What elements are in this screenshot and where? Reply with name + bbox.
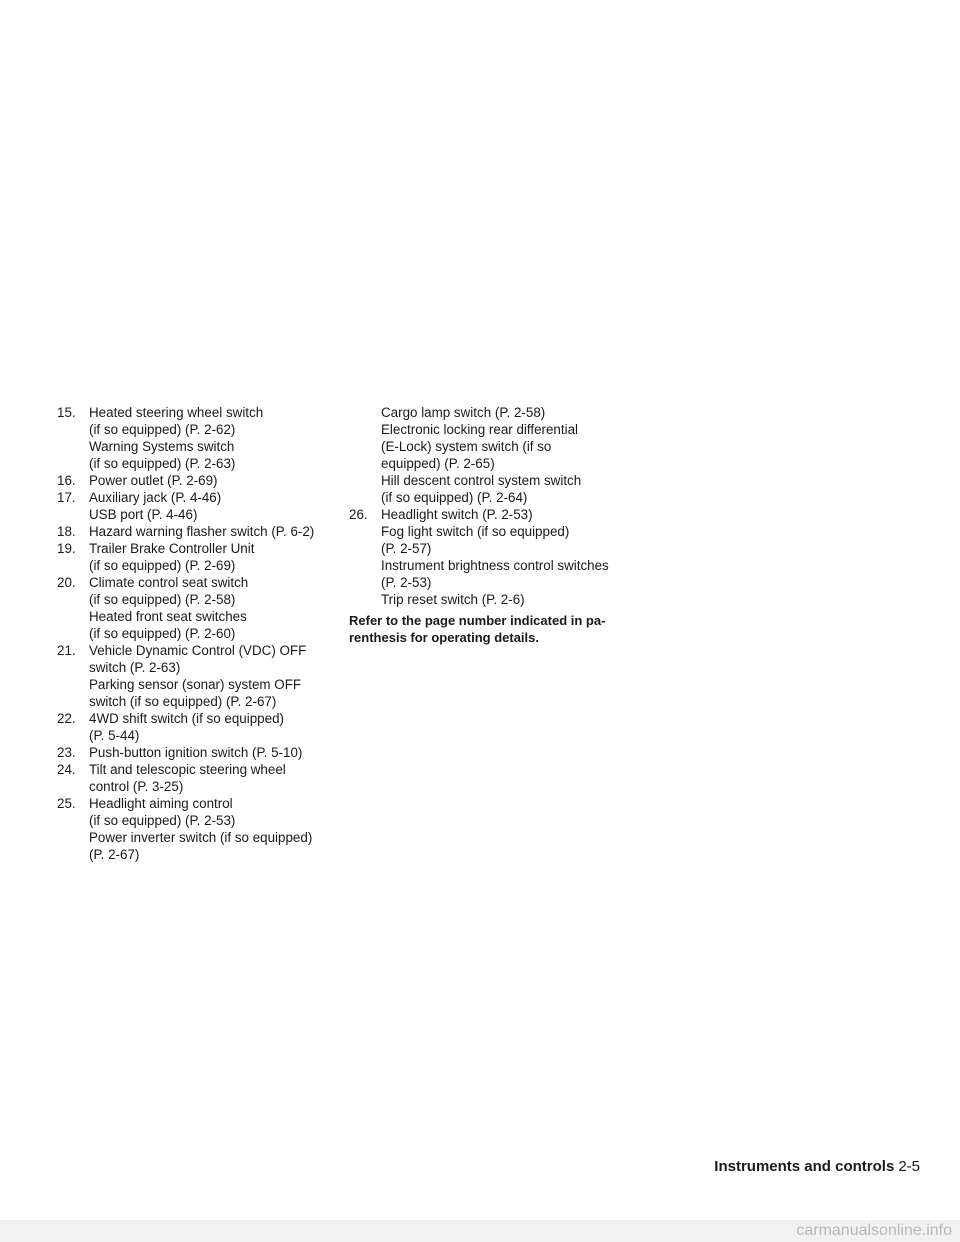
list-item xyxy=(57,404,337,472)
watermark: carmanualsonline.info xyxy=(0,1220,960,1242)
item-line: (if so equipped) (P. 2-58) xyxy=(89,592,236,607)
item-number: 16. xyxy=(57,473,76,488)
item-line: (if so equipped) (P. 2-63) xyxy=(89,456,236,471)
list-item xyxy=(57,710,337,744)
list-item xyxy=(57,489,337,523)
item-number: 22. xyxy=(57,711,76,726)
item-line: USB port (P. 4-46) xyxy=(89,507,198,522)
item-line: Warning Systems switch xyxy=(89,439,235,454)
item-number: 17. xyxy=(57,490,76,505)
item-line: control (P. 3-25) xyxy=(89,779,184,794)
list-item xyxy=(57,761,337,795)
item-line: (P. 2-57) xyxy=(381,541,432,556)
item-line: Vehicle Dynamic Control (VDC) OFF xyxy=(89,643,307,658)
item-line: Fog light switch (if so equipped) xyxy=(381,524,570,539)
item-line: Power outlet (P. 2-69) xyxy=(89,473,218,488)
item-line: Trailer Brake Controller Unit xyxy=(89,541,255,556)
item-number: 18. xyxy=(57,524,76,539)
item-line: equipped) (P. 2-65) xyxy=(381,456,495,471)
item-number: 19. xyxy=(57,541,76,556)
item-line: (if so equipped) (P. 2-69) xyxy=(89,558,236,573)
item-line: Auxiliary jack (P. 4-46) xyxy=(89,490,222,505)
right-column xyxy=(349,404,639,646)
item-line: Power inverter switch (if so equipped) xyxy=(89,830,313,845)
item-line: Hill descent control system switch xyxy=(381,473,582,488)
item-line: (if so equipped) (P. 2-62) xyxy=(89,422,236,437)
operating-note xyxy=(349,612,639,646)
item-number: 24. xyxy=(57,762,76,777)
item-line: switch (P. 2-63) xyxy=(89,660,181,675)
item-line: Trip reset switch (P. 2-6) xyxy=(381,592,525,607)
item-line: (if so equipped) (P. 2-64) xyxy=(381,490,528,505)
note-line: Refer to the page number indicated in pa- xyxy=(349,613,606,628)
list-item xyxy=(57,642,337,710)
list-item xyxy=(57,540,337,574)
item-line: (E-Lock) system switch (if so xyxy=(381,439,552,454)
item-line: Tilt and telescopic steering wheel xyxy=(89,762,286,777)
item-line: Parking sensor (sonar) system OFF xyxy=(89,677,302,692)
left-column xyxy=(57,404,337,863)
item-line: Electronic locking rear differential xyxy=(381,422,578,437)
item-line: Push-button ignition switch (P. 5-10) xyxy=(89,745,303,760)
section-title: Instruments and controls xyxy=(714,1158,895,1175)
item-line: Cargo lamp switch (P. 2-58) xyxy=(381,405,546,420)
list-item xyxy=(57,744,337,761)
note-line: renthesis for operating details. xyxy=(349,630,539,645)
item-line: Heated front seat switches xyxy=(89,609,247,624)
list-item xyxy=(57,472,337,489)
item-line: (P. 2-53) xyxy=(381,575,432,590)
item-line: Headlight switch (P. 2-53) xyxy=(381,507,533,522)
item-line: Headlight aiming control xyxy=(89,796,233,811)
list-item xyxy=(349,506,639,608)
list-item xyxy=(57,523,337,540)
item-number: 21. xyxy=(57,643,76,658)
item-line: (if so equipped) (P. 2-60) xyxy=(89,626,236,641)
item-line: Instrument brightness control switches xyxy=(381,558,609,573)
item-line: 4WD shift switch (if so equipped) xyxy=(89,711,284,726)
item-line: Hazard warning flasher switch (P. 6-2) xyxy=(89,524,315,539)
item-number: 15. xyxy=(57,405,76,420)
list-item xyxy=(57,795,337,863)
item-line: Heated steering wheel switch xyxy=(89,405,264,420)
item-line: (P. 5-44) xyxy=(89,728,140,743)
item-number: 25. xyxy=(57,796,76,811)
item-line: switch (if so equipped) (P. 2-67) xyxy=(89,694,277,709)
item-line: (if so equipped) (P. 2-53) xyxy=(89,813,236,828)
page-footer xyxy=(714,1158,920,1175)
item-line: Climate control seat switch xyxy=(89,575,249,590)
item-number: 20. xyxy=(57,575,76,590)
list-item xyxy=(57,574,337,642)
item-number: 23. xyxy=(57,745,76,760)
item-line: (P. 2-67) xyxy=(89,847,140,862)
list-item-continuation xyxy=(349,404,639,506)
item-number: 26. xyxy=(349,507,368,522)
page-number: 2-5 xyxy=(898,1158,920,1175)
